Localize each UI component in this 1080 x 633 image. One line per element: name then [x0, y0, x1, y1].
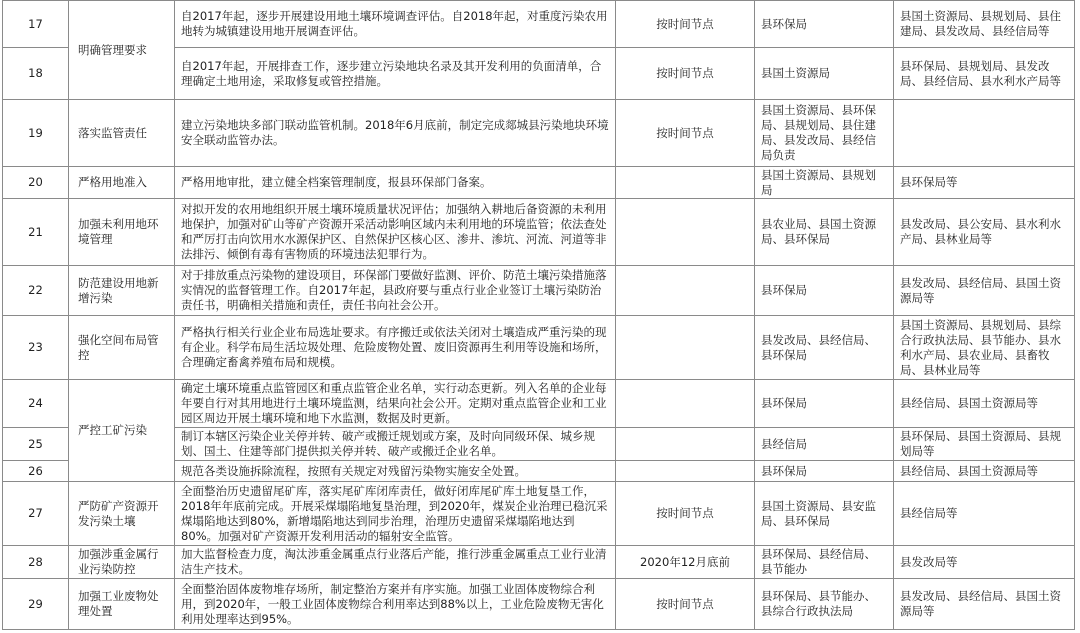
task-content: 建立污染地块多部门联动监管机制。2018年6月底前，制定完成郯城县污染地块环境安全联动监管办法。 [175, 100, 616, 167]
task-content: 自2017年起，开展排查工作，逐步建立污染地块名录及其开发利用的负面清单，合理确定土地用途，采取修复或管控措施。 [175, 48, 616, 100]
cooperating-departments: 县发改局、县公安局、县水利水产局、县林业局等 [894, 199, 1075, 266]
lead-department: 县发改局、县经信局、县环保局 [755, 316, 894, 380]
cooperating-departments: 县环保局等 [894, 167, 1075, 199]
table-row [3, 316, 1075, 380]
cooperating-departments: 县国土资源局、县规划局、县住建局、县发改局、县经信局等 [894, 1, 1075, 48]
measure-title: 落实监管责任 [69, 100, 175, 167]
table-row [3, 167, 1075, 199]
time-limit [616, 167, 755, 199]
cooperating-departments: 县环保局、县规划局、县发改局、县经信局、县水利水产局等 [894, 48, 1075, 100]
row-number: 18 [3, 48, 69, 100]
table-row [3, 482, 1075, 546]
task-content: 规范各类设施拆除流程，按照有关规定对残留污染物实施安全处置。 [175, 461, 616, 482]
task-content: 制订本辖区污染企业关停并转、破产或搬迁规划或方案，及时向同级环保、城乡规划、国土、住建等部门提供拟关停并转、破产或搬迁企业名单。 [175, 428, 616, 461]
lead-department: 县环保局、县经信局、县节能办 [755, 546, 894, 579]
measure-title: 严控工矿污染 [69, 380, 175, 482]
cooperating-departments: 县经信局、县国土资源局等 [894, 380, 1075, 428]
measure-title: 加强未利用地环境管理 [69, 199, 175, 266]
time-limit: 按时间节点 [616, 1, 755, 48]
time-limit [616, 316, 755, 380]
time-limit [616, 199, 755, 266]
measure-title: 加强涉重金属行业污染防控 [69, 546, 175, 579]
cooperating-departments: 县发改局等 [894, 546, 1075, 579]
time-limit: 按时间节点 [616, 482, 755, 546]
table-row [3, 579, 1075, 630]
row-number: 20 [3, 167, 69, 199]
lead-department: 县国土资源局、县安监局、县环保局 [755, 482, 894, 546]
time-limit [616, 461, 755, 482]
row-number: 22 [3, 266, 69, 316]
cooperating-departments: 县国土资源局、县规划局、县综合行政执法局、县节能办、县水利水产局、县农业局、县畜牧局、县林业局等 [894, 316, 1075, 380]
cooperating-departments: 县发改局、县经信局、县国土资源局等 [894, 579, 1075, 630]
table-row [3, 100, 1075, 167]
measure-title: 明确管理要求 [69, 1, 175, 100]
table-row [3, 1, 1075, 48]
task-content: 确定土壤环境重点监管园区和重点监管企业名单，实行动态更新。列入名单的企业每年要自行对其用地进行土壤环境监测，结果向社会公开。定期对重点监管企业和工业园区周边开展土壤环境和地下水监测，数据及时更新。 [175, 380, 616, 428]
table-row [3, 380, 1075, 428]
cooperating-departments: 县环保局、县国土资源局、县规划局等 [894, 428, 1075, 461]
time-limit [616, 266, 755, 316]
task-content: 严格用地审批，建立健全档案管理制度，报县环保部门备案。 [175, 167, 616, 199]
lead-department: 县国土资源局、县环保局、县规划局、县住建局、县发改局、县经信局负责 [755, 100, 894, 167]
task-content: 严格执行相关行业企业布局选址要求。有序搬迁或依法关闭对土壤造成严重污染的现有企业。科学布局生活垃圾处理、危险废物处置、废旧资源再生利用等设施和场所，合理确定畜禽养殖布局和规模。 [175, 316, 616, 380]
row-number: 27 [3, 482, 69, 546]
task-content: 全面整治历史遗留尾矿库，落实尾矿库闭库责任，做好闭库尾矿库土地复垦工作，2018年年底前完成。开展采煤塌陷地复垦治理，到2020年，煤炭企业治理已稳沉采煤塌陷地达到80%，新增塌陷地达到同步治理，治理历史遗留采煤塌陷地达到80%。加强对矿产资源开发利用活动的辐射安全监管。 [175, 482, 616, 546]
cooperating-departments: 县经信局等 [894, 482, 1075, 546]
time-limit: 按时间节点 [616, 100, 755, 167]
row-number: 28 [3, 546, 69, 579]
lead-department: 县环保局、县节能办、县综合行政执法局 [755, 579, 894, 630]
task-content: 自2017年起，逐步开展建设用地土壤环境调查评估。自2018年起，对重度污染农用地转为城镇建设用地开展调查评估。 [175, 1, 616, 48]
time-limit [616, 428, 755, 461]
task-content: 全面整治固体废物堆存场所，制定整治方案并有序实施。加强工业固体废物综合利用，到2020年，一般工业固体废物综合利用率达到88%以上，工业危险废物无害化利用处理率达到95%。 [175, 579, 616, 630]
time-limit: 按时间节点 [616, 579, 755, 630]
measures-table [2, 0, 1075, 630]
table-row [3, 546, 1075, 579]
row-number: 19 [3, 100, 69, 167]
table-row [3, 199, 1075, 266]
time-limit: 按时间节点 [616, 48, 755, 100]
table-row [3, 266, 1075, 316]
task-content: 对于排放重点污染物的建设项目，环保部门要做好监测、评价、防范土壤污染措施落实情况的监督管理工作。自2017年起，县政府要与重点行业企业签订土壤污染防治责任书，明确相关措施和责任，责任书向社会公开。 [175, 266, 616, 316]
lead-department: 县环保局 [755, 461, 894, 482]
cooperating-departments: 县发改局、县经信局、县国土资源局等 [894, 266, 1075, 316]
measure-title: 强化空间布局管控 [69, 316, 175, 380]
row-number: 24 [3, 380, 69, 428]
row-number: 29 [3, 579, 69, 630]
row-number: 17 [3, 1, 69, 48]
lead-department: 县国土资源局 [755, 48, 894, 100]
task-content: 加大监督检查力度，淘汰涉重金属重点行业落后产能，推行涉重金属重点工业行业清洁生产技术。 [175, 546, 616, 579]
lead-department: 县环保局 [755, 380, 894, 428]
lead-department: 县国土资源局、县规划局 [755, 167, 894, 199]
cooperating-departments [894, 100, 1075, 167]
measure-title: 严防矿产资源开发污染土壤 [69, 482, 175, 546]
lead-department: 县环保局 [755, 1, 894, 48]
measure-title: 加强工业废物处理处置 [69, 579, 175, 630]
time-limit: 2020年12月底前 [616, 546, 755, 579]
measure-title: 防范建设用地新增污染 [69, 266, 175, 316]
task-content: 对拟开发的农用地组织开展土壤环境质量状况评估；加强纳入耕地后备资源的未利用地保护，加强对矿山等矿产资源开采活动影响区域内未利用地的环境监管；依法查处和严厉打击向饮用水水源保护区、自然保护区核心区、渗井、渗坑、河流、河道等非法排污、倾倒有毒有害物质的环境违法犯罪行为。 [175, 199, 616, 266]
lead-department: 县经信局 [755, 428, 894, 461]
lead-department: 县农业局、县国土资源局、县环保局 [755, 199, 894, 266]
cooperating-departments: 县经信局、县国土资源局等 [894, 461, 1075, 482]
row-number: 25 [3, 428, 69, 461]
row-number: 21 [3, 199, 69, 266]
row-number: 26 [3, 461, 69, 482]
measure-title: 严格用地准入 [69, 167, 175, 199]
lead-department: 县环保局 [755, 266, 894, 316]
row-number: 23 [3, 316, 69, 380]
time-limit [616, 380, 755, 428]
